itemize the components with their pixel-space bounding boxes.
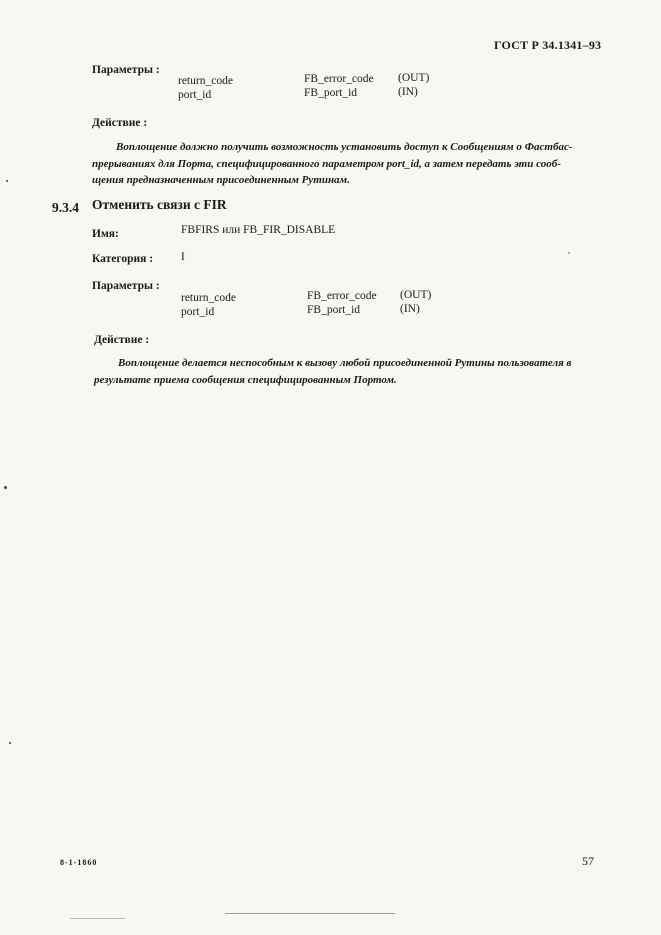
section-number: 9.3.4: [52, 200, 79, 215]
param-direction: (OUT): [398, 72, 430, 84]
category-label: Категория :: [92, 253, 154, 265]
action-label: Действие :: [92, 117, 148, 129]
standard-header: ГОСТ Р 34.1341–93: [494, 38, 602, 52]
param-type: FB_error_code: [304, 73, 374, 85]
print-code: 8-1-1860: [60, 858, 98, 867]
category-value: I: [181, 251, 185, 263]
param-direction: (IN): [400, 303, 420, 315]
param-direction: (OUT): [400, 289, 432, 301]
scan-speck: [568, 252, 570, 254]
scan-line: [70, 918, 125, 919]
name-value: FBFIRS или FB_FIR_DISABLE: [181, 224, 336, 236]
paragraph-line: результате приема сообщения специфицированным Портом.: [94, 373, 397, 386]
param-type: FB_error_code: [307, 290, 377, 302]
param-direction: (IN): [398, 86, 418, 98]
action-paragraph: [92, 139, 592, 189]
name-label: Имя:: [92, 228, 119, 240]
param-name: port_id: [181, 306, 215, 318]
page-number: 57: [582, 854, 594, 868]
paragraph-line: щения предназначенным присоединенным Рутинам.: [92, 174, 350, 186]
param-type: FB_port_id: [304, 87, 358, 99]
scan-speck: [6, 180, 8, 182]
section-title: Отменить связи с FIR: [92, 197, 227, 212]
params-label: Параметры :: [92, 280, 160, 292]
param-name: port_id: [178, 89, 212, 101]
action-paragraph: [94, 355, 599, 388]
scan-line: [225, 913, 395, 914]
scan-speck: [9, 742, 11, 744]
param-name: return_code: [178, 75, 233, 87]
paragraph-line: Воплощение должно получить возможность установить доступ к Сообщениям о Фастбас-: [116, 141, 573, 153]
scan-speck: [4, 486, 7, 489]
param-type: FB_port_id: [307, 304, 361, 316]
action-label: Действие :: [94, 334, 150, 346]
params-label: Параметры :: [92, 64, 160, 76]
paragraph-line: прерываниях для Порта, специфицированного параметром port_id, а затем передать эти сооб-: [92, 157, 561, 170]
param-name: return_code: [181, 292, 236, 304]
paragraph-line: Воплощение делается неспособным к вызову любой присоединенной Рутины пользователя в: [118, 357, 572, 369]
